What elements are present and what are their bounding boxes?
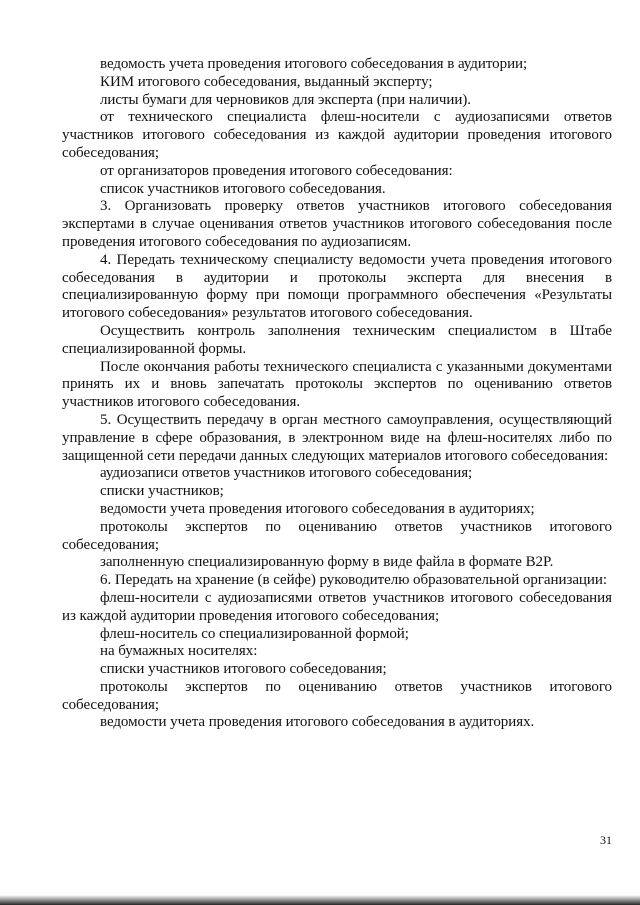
paragraph: ведомости учета проведения итогового собеседования в аудиториях; (100, 500, 535, 517)
paragraph: 4. Передать техническому специалисту ведомости учета проведения итогового собеседования в аудитории и протоколы эксперта для внесения в специализированную форму при помощи программного обеспечения «Результаты итогового собеседования» результатов итогового собеседования. (62, 251, 612, 322)
document-page (62, 56, 612, 732)
paragraph: ведомости учета проведения итогового собеседования в аудиториях. (100, 714, 535, 731)
paragraph: заполненную специализированную форму в виде файла в формате B2P. (100, 554, 554, 571)
paragraph: аудиозаписи ответов участников итогового собеседования; (100, 465, 473, 482)
paragraph: флеш-носитель со специализированной формой; (100, 625, 409, 642)
paragraph: флеш-носители с аудиозаписями ответов участников итогового собеседования из каждой аудитории проведения итогового собеседования; (62, 589, 612, 624)
paragraph: список участников итогового собеседования. (100, 180, 386, 197)
scan-bottom-edge (0, 895, 640, 905)
paragraph: от организаторов проведения итогового собеседования: (100, 162, 453, 179)
paragraph: 3. Организовать проверку ответов участников итогового собеседования экспертами в случае оценивания ответов участников итогового собеседования после проведения итогового собеседования по аудиозаписям. (62, 198, 612, 250)
page-number: 31 (600, 833, 612, 847)
paragraph: После окончания работы технического специалиста с указанными документами принять их и вновь запечатать протоколы экспертов по оцениванию ответов участников итогового собеседования. (62, 358, 612, 411)
paragraph: ведомость учета проведения итогового собеседования в аудитории; (100, 56, 528, 72)
paragraph: Осуществить контроль заполнения техническим специалистом в Штабе специализированной формы. (62, 322, 612, 357)
paragraph: 6. Передать на хранение (в сейфе) руководителю образовательной организации: (100, 572, 607, 589)
paragraph: листы бумаги для черновиков для эксперта (при наличии). (100, 91, 471, 108)
paragraph: 5. Осуществить передачу в орган местного самоуправления, осуществляющий управление в сфере образования, в электронном виде на флеш-носителях либо по защищенной сети передачи данных следующих материалов итогового собеседования: (62, 411, 612, 464)
paragraph: на бумажных носителях: (100, 643, 258, 660)
paragraph: КИМ итогового собеседования, выданный эксперту; (100, 73, 433, 90)
paragraph: протоколы экспертов по оцениванию ответов участников итогового собеседования; (62, 518, 612, 553)
paragraph: протоколы экспертов по оцениванию ответов участников итогового собеседования; (62, 678, 612, 713)
paragraph: списки участников итогового собеседования; (100, 661, 387, 678)
paragraph: от технического специалиста флеш-носители с аудиозаписями ответов участников итогового собеседования из каждой аудитории проведения итогового собеседования; (62, 109, 612, 161)
paragraph: списки участников; (100, 483, 224, 500)
